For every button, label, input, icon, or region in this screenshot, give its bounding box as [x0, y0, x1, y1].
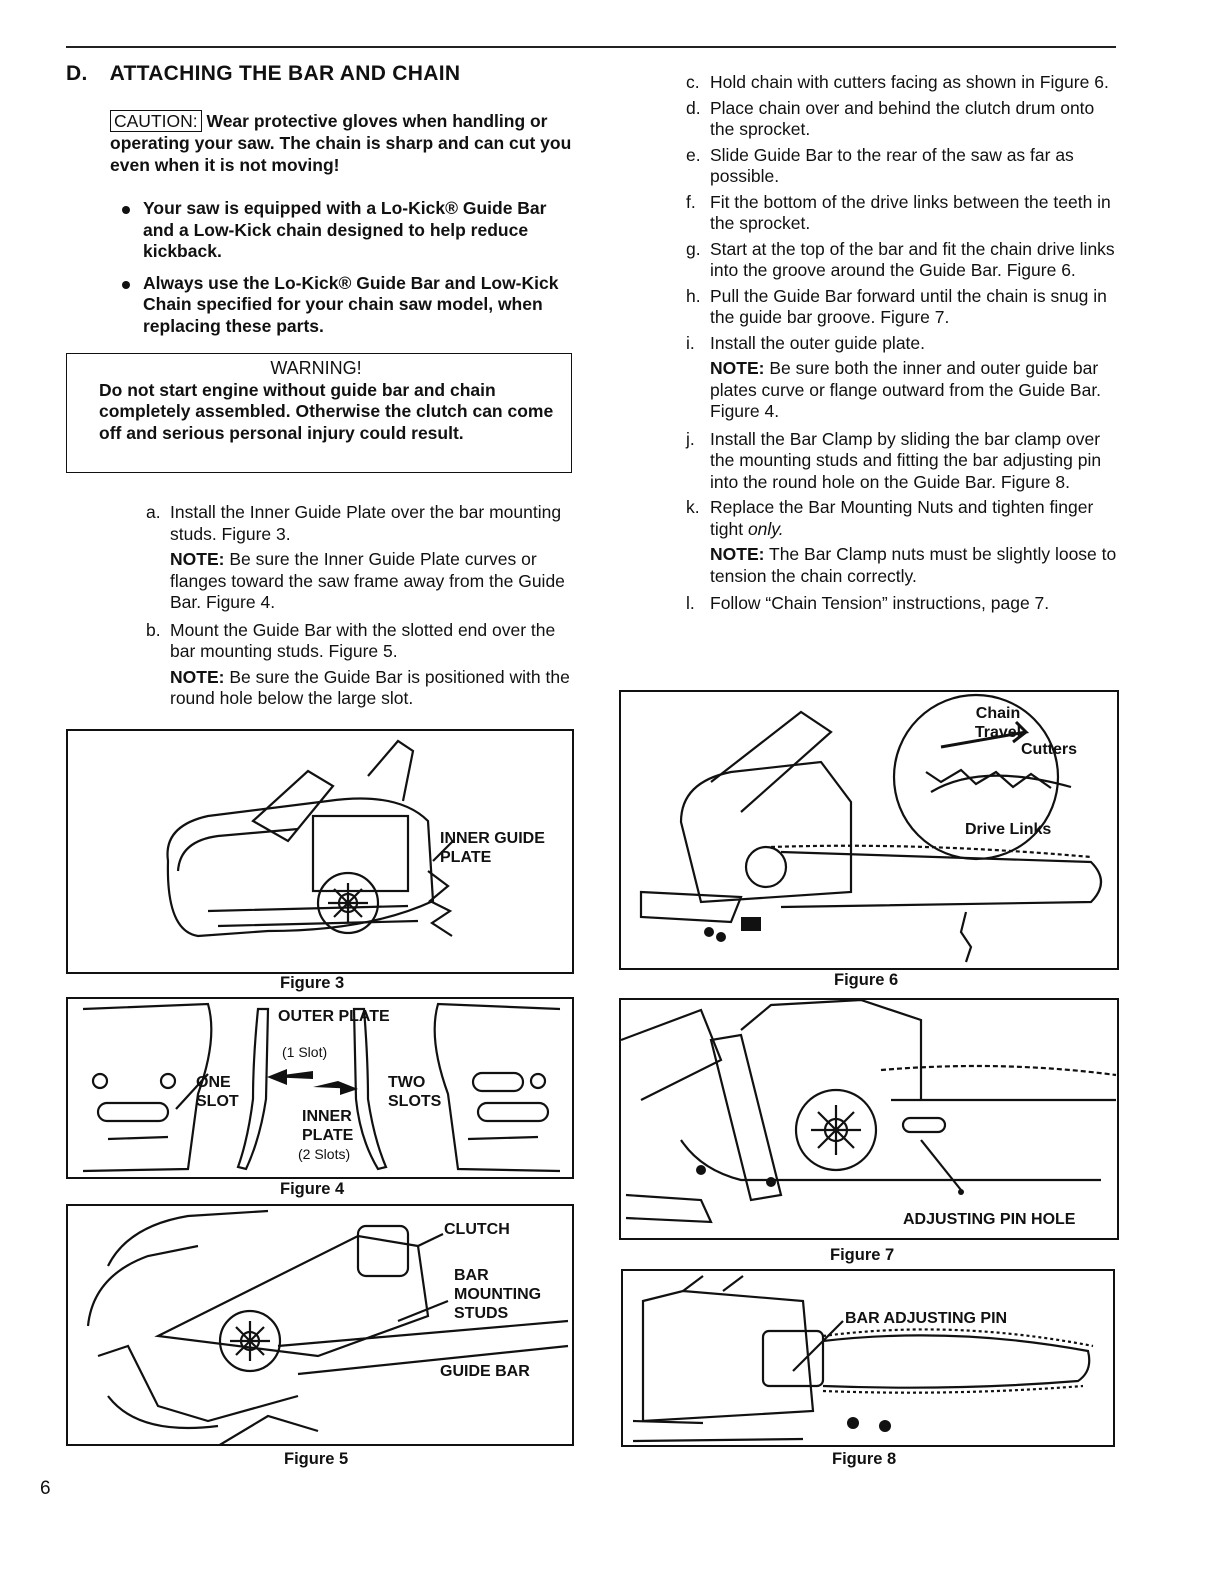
step-text: Pull the Guide Bar forward until the chain is snug in the guide bar groove. Figure 7. [710, 285, 1107, 327]
note-text: Be sure both the inner and outer guide bar plates curve or flange outward from the Guide Bar. Figure 4. [710, 358, 1102, 421]
step-i [686, 333, 1120, 355]
figure-5 [66, 1204, 574, 1446]
step-e [686, 145, 1120, 188]
note-text: Be sure the Inner Guide Plate curves or flanges toward the saw frame away from the Guide Bar. Figure 4. [170, 549, 565, 612]
caution-tag: CAUTION: [110, 110, 202, 132]
step-l [686, 593, 1120, 615]
step-letter: k. [686, 497, 700, 517]
figure-8-illustration [623, 1271, 1115, 1447]
figure-3 [66, 729, 574, 974]
step-note [686, 358, 1120, 423]
note-text: Be sure the Guide Bar is positioned with the round hole below the large slot. [170, 666, 570, 708]
step-letter: b. [146, 619, 161, 640]
step-d [686, 98, 1120, 141]
note-text: The Bar Clamp nuts must be slightly loose to tension the chain correctly. [710, 544, 1117, 586]
bar-adjusting-pin-label: BAR ADJUSTING PIN [845, 1310, 1008, 1327]
step-text: Replace the Bar Mounting Nuts and tighten finger tight [710, 497, 1094, 539]
step-k [686, 497, 1120, 540]
figure-7-caption: Figure 7 [830, 1246, 895, 1264]
note-label: NOTE: [170, 666, 225, 687]
step-text: Start at the top of the bar and fit the chain drive links into the groove around the Guide Bar. Figure 6. [710, 238, 1115, 280]
step-f [686, 192, 1120, 235]
step-letter: h. [686, 285, 701, 306]
note-label: NOTE: [170, 549, 225, 569]
warning-title: WARNING! [270, 358, 362, 378]
figure-8 [621, 1269, 1115, 1447]
step-text: Slide Guide Bar to the rear of the saw as far as possible. [710, 144, 1074, 186]
page-number: 6 [40, 1478, 51, 1499]
outer-plate-label: OUTER PLATE [278, 1008, 390, 1025]
figure-5-illustration [68, 1206, 574, 1446]
figure-7-illustration [621, 1000, 1119, 1240]
two-slots-label: TWO SLOTS [388, 1074, 442, 1110]
one-slot-label: ONE SLOT [196, 1074, 239, 1110]
step-text: Install the outer guide plate. [710, 332, 926, 353]
note-label: NOTE: [710, 358, 765, 378]
step-text: Place chain over and behind the clutch drum onto the sprocket. [710, 97, 1095, 139]
step-b [146, 620, 578, 663]
step-letter: f. [686, 191, 696, 212]
step-note [146, 549, 578, 614]
step-j [686, 429, 1120, 494]
step-c [686, 72, 1120, 94]
step-letter: g. [686, 238, 701, 259]
step-emphasis: only. [747, 518, 784, 539]
step-letter: e. [686, 144, 701, 165]
note-label: NOTE: [710, 544, 765, 564]
inner-plate-sub: (2 Slots) [298, 1146, 351, 1162]
section-title: ATTACHING THE BAR AND CHAIN [109, 62, 461, 85]
step-g [686, 239, 1120, 282]
steps-left [146, 502, 578, 716]
step-note [146, 667, 578, 710]
caution-text: Wear protective gloves when handling or operating your saw. The chain is sharp and can cut you even when it is not moving! [110, 111, 572, 175]
steps-right [686, 72, 1120, 619]
figure-4-caption: Figure 4 [280, 1180, 345, 1198]
warning-text: Do not start engine without guide bar and chain completely assembled. Otherwise the clutch can come off and serious personal injury could result. [99, 379, 554, 443]
cutters-label: Cutters [1021, 741, 1078, 758]
figure-3-caption: Figure 3 [280, 974, 345, 992]
step-letter: d. [686, 97, 701, 118]
step-letter: j. [686, 428, 695, 449]
figure-6 [619, 690, 1119, 970]
inner-guide-plate-label: INNER GUIDE PLATE [440, 830, 545, 866]
step-text: Install the Inner Guide Plate over the bar mounting studs. Figure 3. [170, 502, 562, 544]
chain-travel-label: Chain Travel [974, 705, 1022, 741]
adjusting-pin-hole-label: ADJUSTING PIN HOLE [903, 1211, 1076, 1228]
warning-box [66, 353, 572, 473]
figure-5-caption: Figure 5 [284, 1450, 349, 1468]
outer-plate-sub: (1 Slot) [282, 1044, 328, 1060]
bullet-item: Your saw is equipped with a Lo-Kick® Guide Bar and a Low-Kick chain designed to help reduce kickback. [118, 198, 580, 263]
step-text: Mount the Guide Bar with the slotted end over the bar mounting studs. Figure 5. [170, 619, 556, 661]
bullet-item: Always use the Lo-Kick® Guide Bar and Low-Kick Chain specified for your chain saw model, when replacing these parts. [118, 273, 580, 338]
step-text: Install the Bar Clamp by sliding the bar clamp over the mounting studs and fitting the bar adjusting pin into the round hole on the Guide Bar. Figure 8. [710, 428, 1102, 492]
step-text: Fit the bottom of the drive links between the teeth in the sprocket. [710, 191, 1111, 233]
step-note [686, 544, 1120, 587]
section-heading [66, 62, 460, 86]
figure-8-caption: Figure 8 [832, 1450, 897, 1468]
figure-7 [619, 998, 1119, 1240]
top-rule [66, 46, 1116, 48]
guide-bar-label: GUIDE BAR [440, 1363, 530, 1380]
figure-4 [66, 997, 574, 1179]
drive-links-label: Drive Links [965, 821, 1052, 838]
bullet-list [118, 198, 580, 347]
step-text: Hold chain with cutters facing as shown in Figure 6. [710, 72, 1109, 92]
section-letter: D. [66, 62, 88, 85]
caution-block [110, 110, 580, 176]
step-letter: l. [686, 593, 695, 613]
step-a [146, 502, 578, 545]
bar-mounting-studs-label: BAR MOUNTING STUDS [454, 1267, 542, 1322]
step-letter: i. [686, 332, 695, 353]
step-letter: a. [146, 502, 161, 522]
clutch-label: CLUTCH [444, 1221, 510, 1238]
step-letter: c. [686, 72, 700, 92]
step-h [686, 286, 1120, 329]
inner-plate-label: INNER PLATE [302, 1108, 354, 1144]
figure-6-caption: Figure 6 [834, 971, 899, 989]
step-text: Follow “Chain Tension” instructions, page 7. [710, 593, 1050, 613]
